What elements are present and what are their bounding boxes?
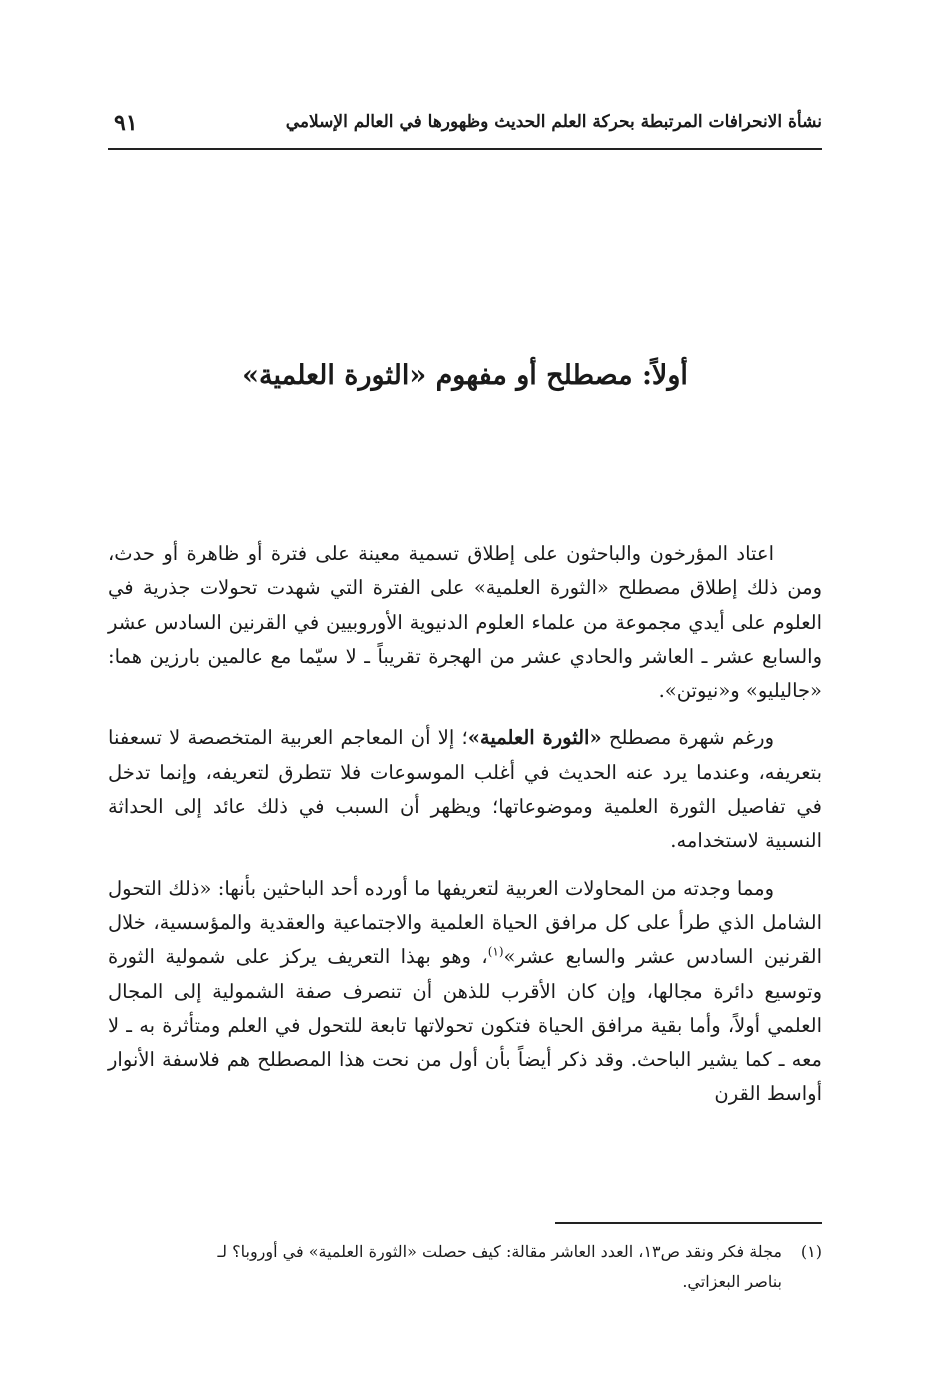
footnote-divider [555,1222,822,1224]
footnote-reference[interactable]: (١) [487,944,504,959]
footnote-text: مجلة فكر ونقد ص١٣، العدد العاشر مقالة: كيف حصلت «الثورة العلمية» في أوروبا؟ لـ [217,1242,782,1261]
paragraph-2 [108,721,822,858]
running-header [108,108,822,150]
section-heading: أولاً: مصطلح أو مفهوم «الثورة العلمية» [242,360,688,391]
paragraph-2-lead: ورغم شهرة مصطلح [601,726,774,750]
footnote-marker: (١) [800,1242,822,1261]
footnote-1 [108,1237,822,1297]
paragraph-2-term: «الثورة العلمية» [467,726,602,750]
paragraph-3-quote: «ذلك التحول الشامل الذي طرأ على كل مرافق الحياة العلمية والاجتماعية والعقدية والمؤسسية، خلال القرنين السادس عشر والسابع عشر» [108,876,822,969]
paragraph-1: اعتاد المؤرخون والباحثون على إطلاق تسمية معينة على فترة أو ظاهرة أو حدث، ومن ذلك إطلاق مصطلح «الثورة العلمية» على الفترة التي شهدت تحولات جذرية في العلوم على أيدي مجموعة من علماء العلوم الدنيوية الأوروبيين في القرنين السادس عشر والسابع عشر ـ العاشر والحادي عشر من الهجرة تقريباً ـ لا سيّما مع عالمين بارزين هما: «جاليليو» و«نيوتن». [108,542,822,703]
paragraph-3 [108,872,822,1112]
running-header-title: نشأة الانحرافات المرتبطة بحركة العلم الحديث وظهورها في العالم الإسلامي [285,112,822,132]
footnote-line [108,1237,822,1267]
paragraph-3-rest: ، وهو بهذا التعريف يركز على شمولية الثورة وتوسيع دائرة مجالها، وإن كان الأقرب للذهن أن تنصرف صفة الشمولية إلى المجال العلمي أولاً، وأما بقية مرافق الحياة فتكون تحولاتها تابعة للتحول في العلم ومتأثرة به ـ لا معه ـ كما يشير الباحث. وقد ذكر أيضاً بأن أول من نحت هذا المصطلح هم فلاسفة الأنوار أواسط القرن [108,945,822,1106]
body-text [108,537,822,1125]
page-number: ٩١ [114,110,138,136]
paragraph-3-intro: ومما وجدته من المحاولات العربية لتعريفها ما أورده أحد الباحثين بأنها: [217,876,774,900]
paragraph-2-rest: ؛ إلا أن المعاجم العربية المتخصصة لا تسعفنا بتعريفه، وعندما يرد عنه الحديث في أغلب الموسوعات فلا تتطرق لتعريفه، وإنما تدخل في تفاصيل الثورة العلمية وموضوعاتها؛ ويظهر أن السبب في ذلك عائد إلى الحداثة النسبية لاستخدامه. [108,726,822,853]
footnote-continuation: بناصر البعزاتي. [682,1272,782,1291]
